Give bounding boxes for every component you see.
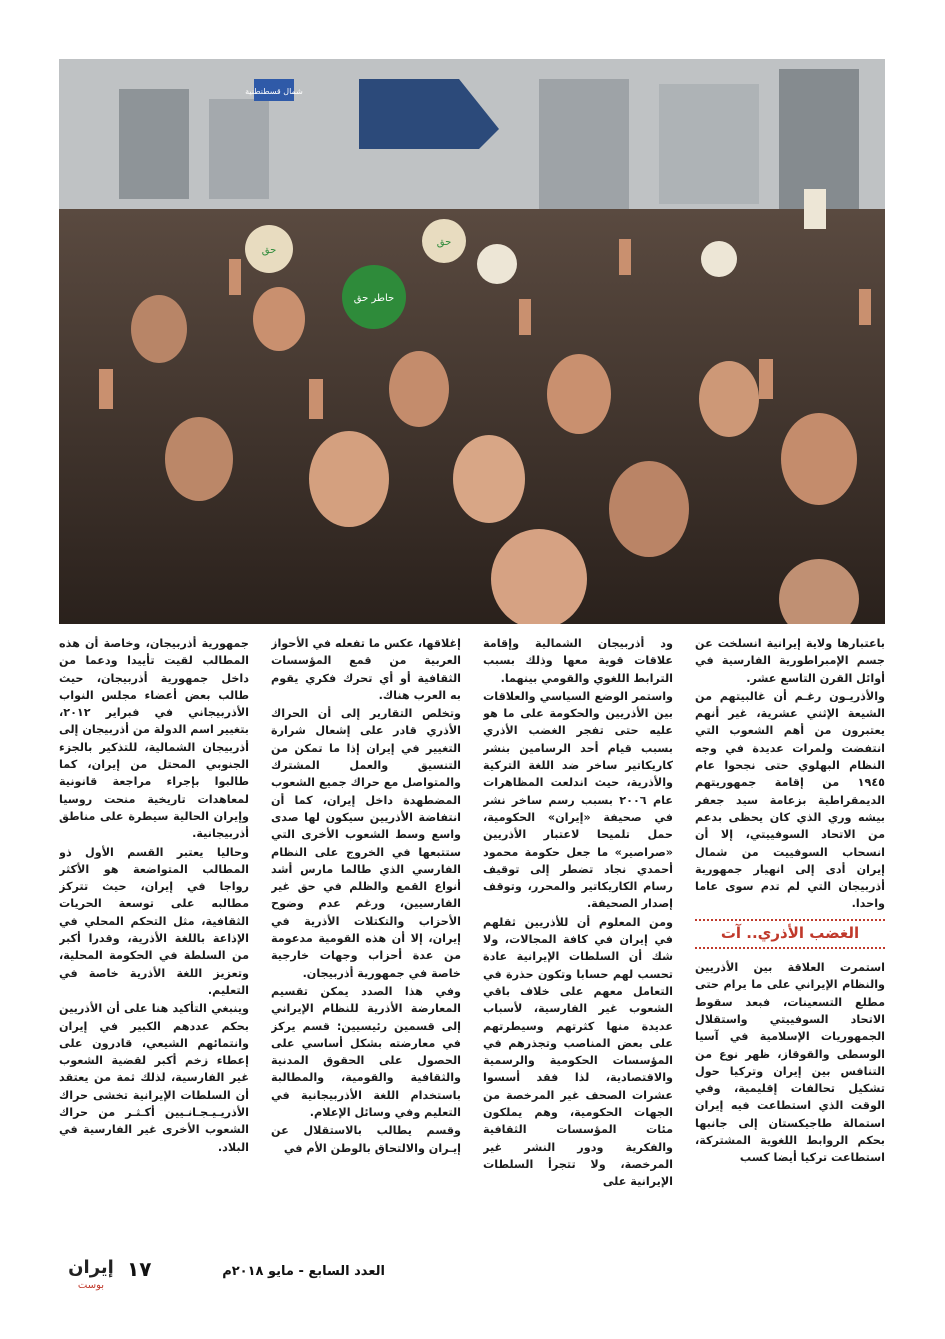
column-3	[271, 635, 461, 1257]
section-heading	[695, 919, 885, 949]
svg-text:حاطر حق: حاطر حق	[353, 293, 395, 304]
article-columns	[59, 635, 885, 1257]
svg-text:بوست: بوست	[77, 1280, 105, 1291]
street-sign-text: شمال قسطنطنية	[245, 87, 303, 96]
page-number: ١٧	[127, 1257, 152, 1281]
paragraph: باعتبارها ولاية إيرانية انسلخت عن جسم الإمبراطورية الفارسية في أوائل القرن التاسع عشر.	[695, 637, 885, 685]
protest-photo	[59, 59, 885, 624]
protest-crowd-image	[59, 59, 885, 624]
svg-text:إيران: إيران	[68, 1257, 114, 1278]
svg-text:حق: حق	[261, 245, 277, 256]
paragraph: ومن المعلوم أن للأذريين ثقلهم في إيران في كافة المجالات، ولا شك أن السلطات الإيرانية عادة تحسب لهم حسابا وتكون حذرة في التعامل معهم على خلاف باقي الشعوب غير الفارسية، لأسباب عديدة منها كثرتهم وسيطرتهم على بعض المناصب وتجذرهم في المؤسسات الحكومية والرسمية والاقتصادية، لذا فقد أسسوا عشرات الصحف غير المرخصة من الجهات الحكومية، وهم يملكون مئات المؤسسات الثقافية والفكرية ودور النشر غير المرخصة، ولا تتجرأ السلطات الإيرانية على	[483, 915, 673, 1189]
paragraph: وفي هذا الصدد يمكن تقسيم المعارضة الأذرية للنظام الإيراني إلى قسمين رئيسيين: قسم يركز في معارضته بشكل أساسي على الحصول على الحقوق المدنية والثقافية والقومية، والمطالبة باستخدام اللغة الأذربيجانية في التعليم وفي وسائل الإعلام.	[271, 984, 461, 1120]
iran-post-logo	[60, 1253, 122, 1293]
paragraph: ود أذربيجان الشمالية وإقامة علاقات قوية معها وذلك بسبب الترابط اللغوي والقومي بينهما.	[483, 637, 673, 685]
column-4	[59, 635, 249, 1257]
paragraph: إغلاقها، عكس ما تفعله في الأحواز العربية من قمع المؤسسات الثقافية أو أي تحرك فكري يقوم به العرب هناك.	[271, 637, 461, 702]
paragraph: وقسم يطالب بالاستقلال عن إيـران والالتحاق بالوطن الأم في	[271, 1124, 461, 1155]
section-heading-text: الغضب الأذري.. آت	[720, 923, 860, 942]
paragraph: واستمر الوضع السياسي والعلاقات بين الأذريين والحكومة على ما هو عليه حتى تفجر الغضب الأذري بسبب قيام أحد الرسامين بنشر كاريكاتير ساخر ضد اللغة التركية والأذرية، حيث اندلعت المظاهرات عام ٢٠٠٦ بسبب رسم ساخر نشر في صحيفة «إيران» الحكومية، حمل تلميحا لاعتبار الأذريين «صراصير» ما جعل حكومة محمود أحمدي نجاد تضطر إلى توقيف رسام الكاريكاتير والمحرر، وتوقف إصدار الصحيفة.	[483, 689, 673, 911]
paragraph: جمهورية أذربيجان، وخاصة أن هذه المطالب لقيت تأييدا ودعما من داخل جمهورية أذربيجان، حيث طالب بعض أعضاء مجلس النواب الأذربيجاني في فبراير ٢٠١٢، بتغيير اسم الدولة من أذربيجان إلى أذربيجان الشمالية، للتذكير بالجزء الجنوبي المحتل من إيران، كما طالبوا بإجراء مراجعة قانونية لمعاهدات تاريخية منحت روسيا وإيران الحالية سيطرة على مناطق أذربيجانية.	[59, 637, 249, 841]
svg-text:حق: حق	[436, 237, 452, 248]
issue-label: العدد السابع - مايو ٢٠١٨م	[222, 1264, 385, 1279]
column-2	[483, 635, 673, 1257]
column-1	[695, 635, 885, 1257]
paragraph: وينبغي التأكيد هنا على أن الأذريين بحكم عددهم الكبير في إيران وانتمائهم الشيعي، قادرون على إعطاء زخم أكبر لقضية الشعوب غير الفارسية، لذلك ثمة من يعتقد أن السلطات الإيرانية تخشى حراك الأذريـيـجـانـيين أكـثـر من حراك الشعوب الأخرى غير الفارسية في البلاد.	[59, 1002, 249, 1154]
paragraph: وحاليا يعتبر القسم الأول ذو المطالب المتواضعة هو الأكثر رواجا في إيران، حيث تتركز مطالبه على توسعة الحريات الثقافية، مثل التحكم المحلي في الإذاعة باللغة الأذرية، وقدرا أكبر من السلطة في الحكومة المحلية، وتعزيز اللغة الأذرية خاصة في التعليم.	[59, 845, 249, 997]
paragraph: وتخلص التقارير إلى أن الحراك الأذري قادر على إشعال شرارة التغيير في إيران إذا ما تمكن من التنسيق والعمل المشترك والمتواصل مع حراك جميع الشعوب المضطهدة داخل إيران، كما أن انتفاضة الأذريين سيكون لها صدى واسع وسط الشعوب الأخرى التي ستتبعها في الخروج على النظام الفارسي الذي طالما مارس أشد أنواع القمع والظلم في حق غير الفارسيين، ورغم عدم وضوح الأحزاب والتكتلات الأذرية في إيران، إلا أن هذه القومية مدعومة من عدة أحزاب وجهات خارجية خاصة في جمهورية أذربيجان.	[271, 707, 461, 980]
paragraph: استمرت العلاقة بين الأذريين والنظام الإيراني على ما يرام حتى مطلع التسعينات، فبعد سقوط الاتحاد السوفييتي واستقلال الجمهوريات الإسلامية في آسيا الوسطى والقوقاز، ظهر نوع من التنافس بين إيران وتركيا حول تشكيل تحالفات إقليمية، وفي الوقت الذي استطاعت فيه إيران استمالة طاجيكستان إلى جانبها بحكم الروابط اللغوية المشتركة، استطاعت تركيا أيضا كسب	[695, 961, 885, 1165]
paragraph: والأذريـون رغـم أن غالبيتهم من الشيعة الإثني عشرية، غير أنهم يعتبرون من أهم الشعوب التي انتفضت ولمرات عديدة في وجه النظام البهلوي حتى نجحوا عام ١٩٤٥ من إقامة جمهوريتهم الديمقراطية بزعامة سيد جعفر بيشه وري الذي كان يحظى بدعم من الاتحاد السوفييتي، إلا أن انسحاب السوفييت من شمال إيران أدى إلى انهيار جمهورية أذربيجان التي لم تدم سوى عاما واحدا.	[695, 689, 885, 911]
